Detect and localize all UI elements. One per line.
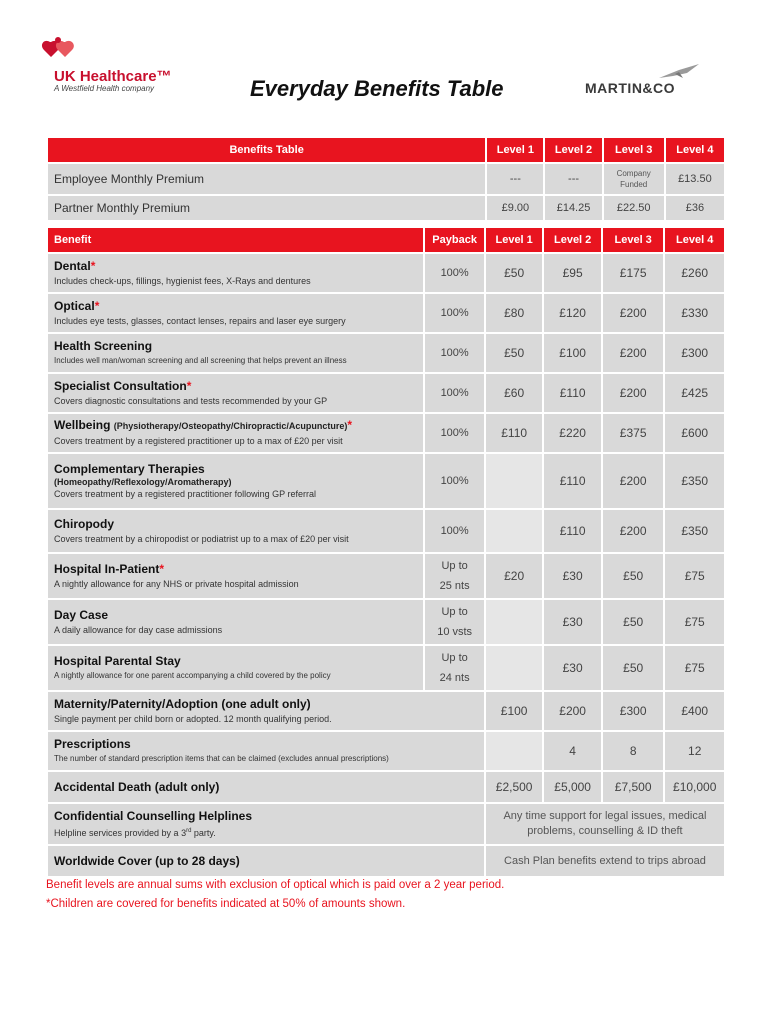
- level-2-value: £110: [544, 374, 601, 412]
- level-1-value: [486, 454, 543, 508]
- payback-cell: 100%: [425, 414, 484, 452]
- benefit-description: A nightly allowance for one parent accompanying a child covered by the policy: [54, 671, 331, 680]
- table-row: [48, 414, 724, 452]
- benefit-cell: [48, 554, 423, 598]
- payback-line-1: Up to: [441, 560, 468, 572]
- benefit-cell: [48, 646, 423, 690]
- benefit-title: Specialist Consultation: [54, 378, 187, 393]
- benefit-description: Covers treatment by a registered practitioner following GP referral: [54, 488, 316, 499]
- benefit-cell: [48, 804, 484, 844]
- level-3-value: £175: [603, 254, 664, 292]
- benefit-description: The number of standard prescription items that can be claimed (excludes annual prescriptions): [54, 754, 389, 763]
- benefit-title: Prescriptions: [54, 737, 131, 751]
- level-1-value: £80: [486, 294, 543, 332]
- martin-co-logo: [585, 64, 705, 104]
- benefit-title: Hospital Parental Stay: [54, 654, 181, 668]
- table-row: [48, 454, 724, 508]
- payback-line-2: 24 nts: [439, 672, 470, 684]
- benefit-column-header: Benefit: [48, 228, 423, 252]
- employee-premium-level-4: £13.50: [666, 164, 724, 194]
- level-4-value: £350: [665, 454, 724, 508]
- level-2-value: £95: [544, 254, 601, 292]
- level-3-value: £50: [603, 600, 664, 644]
- asterisk-mark: *: [159, 561, 165, 576]
- level-3-value: £200: [603, 294, 664, 332]
- payback-cell: 100%: [425, 254, 484, 292]
- premium-header-row: [48, 138, 724, 162]
- level-2-value: £100: [544, 334, 601, 372]
- hearts-logo-icon: [40, 36, 76, 66]
- level-3-value: £375: [603, 414, 664, 452]
- level-4-value: £10,000: [665, 772, 724, 802]
- table-row: [48, 692, 724, 730]
- benefit-description: Includes check-ups, fillings, hygienist fees, X-Rays and dentures: [54, 275, 311, 286]
- level-4-value: 12: [665, 732, 724, 770]
- benefit-cell: [48, 454, 423, 508]
- level-4-value: £75: [665, 600, 724, 644]
- table-row: [48, 294, 724, 332]
- benefit-title-extra: (Physiotherapy/Osteopathy/Chiropractic/Acupuncture): [113, 421, 348, 431]
- level-1-value: [486, 510, 543, 552]
- benefit-description: Covers treatment by a registered practitioner up to a max of £20 per visit: [54, 436, 343, 446]
- level-3-value: £200: [603, 510, 664, 552]
- benefit-title: Hospital In-Patient: [54, 561, 160, 576]
- benefit-description: Single payment per child born or adopted. 12 month qualifying period.: [54, 713, 332, 724]
- employee-premium-level-1: ---: [487, 164, 543, 194]
- table-row: [48, 334, 724, 372]
- page-header: [0, 0, 770, 130]
- table-row: [48, 600, 724, 644]
- benefits-level-3-header: Level 3: [603, 228, 664, 252]
- payback-cell: [425, 646, 484, 690]
- footnote-children: *Children are covered for benefits indicated at 50% of amounts shown.: [46, 898, 406, 910]
- payback-cell: 100%: [425, 374, 484, 412]
- level-2-value: £120: [544, 294, 601, 332]
- benefit-title: Chiropody: [54, 516, 114, 531]
- payback-line-2: 10 vsts: [437, 626, 473, 638]
- level-3-value: £200: [603, 374, 664, 412]
- benefit-title: Worldwide Cover (up to 28 days): [54, 853, 240, 868]
- payback-line-1: Up to: [441, 652, 468, 664]
- benefits-header-row: [48, 228, 724, 252]
- level-1-header: Level 1: [487, 138, 543, 162]
- premium-table: [46, 136, 726, 222]
- asterisk-mark: *: [186, 378, 192, 393]
- payback-line-2: 25 nts: [439, 580, 470, 592]
- table-row: [48, 846, 724, 876]
- benefit-title: Wellbeing: [54, 418, 111, 432]
- level-4-value: £400: [665, 692, 724, 730]
- uk-healthcare-logo: [38, 36, 178, 96]
- employee-premium-level-3: Company Funded: [604, 164, 664, 194]
- level-3-value: £50: [603, 554, 664, 598]
- table-row: [48, 732, 724, 770]
- level-1-value: £50: [486, 254, 543, 292]
- level-2-value: £5,000: [544, 772, 601, 802]
- employee-premium-label: Employee Monthly Premium: [48, 164, 485, 194]
- benefits-level-2-header: Level 2: [544, 228, 601, 252]
- asterisk-mark: *: [94, 298, 100, 313]
- payback-cell: 100%: [425, 294, 484, 332]
- level-4-value: £300: [665, 334, 724, 372]
- level-1-value: [486, 732, 543, 770]
- benefit-title: Complementary Therapies: [54, 461, 205, 476]
- level-4-value: £260: [665, 254, 724, 292]
- partner-premium-level-2: £14.25: [545, 196, 601, 220]
- level-4-value: £350: [665, 510, 724, 552]
- table-row: [48, 254, 724, 292]
- level-1-value: £110: [486, 414, 543, 452]
- benefit-title: Maternity/Paternity/Adoption (one adult only): [54, 696, 311, 711]
- table-row: [48, 804, 724, 844]
- benefit-description: Includes eye tests, glasses, contact lenses, repairs and laser eye surgery: [54, 315, 346, 326]
- benefit-title: Day Case: [54, 607, 109, 622]
- partner-premium-level-3: £22.50: [604, 196, 664, 220]
- level-2-value: £30: [544, 646, 601, 690]
- benefits-table: [46, 226, 726, 878]
- counselling-coverage-text: Any time support for legal issues, medical problems, counselling & ID theft: [486, 804, 724, 844]
- benefit-cell: [48, 334, 423, 372]
- level-1-value: £20: [486, 554, 543, 598]
- table-row: [48, 772, 724, 802]
- level-4-value: £75: [665, 646, 724, 690]
- level-2-value: 4: [544, 732, 601, 770]
- benefit-description: Includes well man/woman screening and all screening that helps prevent an illness: [54, 356, 347, 365]
- benefit-description: A nightly allowance for any NHS or private hospital admission: [54, 578, 299, 589]
- level-2-value: £30: [544, 554, 601, 598]
- level-4-value: £600: [665, 414, 724, 452]
- benefit-cell: [48, 600, 423, 644]
- benefit-subtitle: (Homeopathy/Reflexology/Aromatherapy): [54, 476, 232, 487]
- level-2-value: £220: [544, 414, 601, 452]
- asterisk-mark: *: [90, 258, 96, 273]
- table-row: [48, 374, 724, 412]
- level-2-header: Level 2: [545, 138, 601, 162]
- employee-premium-row: [48, 164, 724, 194]
- level-3-header: Level 3: [604, 138, 664, 162]
- ordinal-suffix: rd: [186, 827, 192, 834]
- benefit-title: Health Screening: [54, 339, 153, 353]
- benefit-description-end: party.: [191, 827, 216, 838]
- level-2-value: £200: [544, 692, 601, 730]
- benefit-cell: [48, 254, 423, 292]
- partner-premium-level-4: £36: [666, 196, 724, 220]
- level-3-value: £200: [603, 334, 664, 372]
- level-3-value: £200: [603, 454, 664, 508]
- level-3-value: 8: [603, 732, 664, 770]
- benefit-description: Covers treatment by a chiropodist or podiatrist up to a max of £20 per visit: [54, 533, 349, 544]
- benefits-level-4-header: Level 4: [665, 228, 724, 252]
- benefit-cell: [48, 772, 484, 802]
- table-row: [48, 554, 724, 598]
- level-2-value: £110: [544, 510, 601, 552]
- payback-cell: [425, 600, 484, 644]
- benefit-cell: [48, 510, 423, 552]
- level-1-value: £50: [486, 334, 543, 372]
- level-1-value: £100: [486, 692, 543, 730]
- employee-premium-level-2: ---: [545, 164, 601, 194]
- footnotes: [46, 876, 504, 914]
- level-3-value: £300: [603, 692, 664, 730]
- level-1-value: £2,500: [486, 772, 543, 802]
- table-row: [48, 646, 724, 690]
- worldwide-coverage-text: Cash Plan benefits extend to trips abroad: [486, 846, 724, 876]
- level-3-value: £7,500: [603, 772, 664, 802]
- bird-icon: [657, 64, 701, 80]
- uk-healthcare-tagline: A Westfield Health company: [54, 84, 155, 93]
- payback-cell: 100%: [425, 334, 484, 372]
- partner-premium-label: Partner Monthly Premium: [48, 196, 485, 220]
- payback-cell: 100%: [425, 454, 484, 508]
- benefit-description: A daily allowance for day case admissions: [54, 624, 223, 635]
- benefit-title: Accidental Death (adult only): [54, 779, 220, 794]
- benefit-cell: [48, 846, 484, 876]
- partner-premium-row: [48, 196, 724, 220]
- benefit-description: Covers diagnostic consultations and tests recommended by your GP: [54, 395, 328, 406]
- benefit-title: Optical: [54, 298, 95, 313]
- level-4-value: £425: [665, 374, 724, 412]
- martin-co-name: MARTIN&CO: [585, 80, 676, 96]
- level-2-value: £30: [544, 600, 601, 644]
- premium-header-label: Benefits Table: [48, 138, 485, 162]
- footnote-benefit-levels: Benefit levels are annual sums with exclusion of optical which is paid over a 2 year period.: [46, 879, 505, 891]
- benefits-level-1-header: Level 1: [486, 228, 543, 252]
- partner-premium-level-1: £9.00: [487, 196, 543, 220]
- payback-line-1: Up to: [441, 606, 468, 618]
- payback-cell: 100%: [425, 510, 484, 552]
- level-4-header: Level 4: [666, 138, 724, 162]
- benefit-cell: [48, 692, 484, 730]
- page-title: Everyday Benefits Table: [250, 76, 504, 101]
- level-2-value: £110: [544, 454, 601, 508]
- uk-healthcare-name: UK Healthcare™: [54, 68, 172, 85]
- level-3-value: £50: [603, 646, 664, 690]
- level-1-value: [486, 646, 543, 690]
- level-1-value: [486, 600, 543, 644]
- benefit-cell: [48, 732, 484, 770]
- benefit-cell: [48, 294, 423, 332]
- benefit-title: Dental: [54, 258, 91, 273]
- benefit-title: Confidential Counselling Helplines: [54, 808, 253, 823]
- benefit-cell: [48, 414, 423, 452]
- table-row: [48, 510, 724, 552]
- level-4-value: £75: [665, 554, 724, 598]
- benefit-description: Helpline services provided by a 3: [54, 827, 187, 838]
- payback-cell: [425, 554, 484, 598]
- benefit-cell: [48, 374, 423, 412]
- payback-column-header: Payback: [425, 228, 484, 252]
- level-1-value: £60: [486, 374, 543, 412]
- asterisk-mark: *: [347, 418, 353, 432]
- level-4-value: £330: [665, 294, 724, 332]
